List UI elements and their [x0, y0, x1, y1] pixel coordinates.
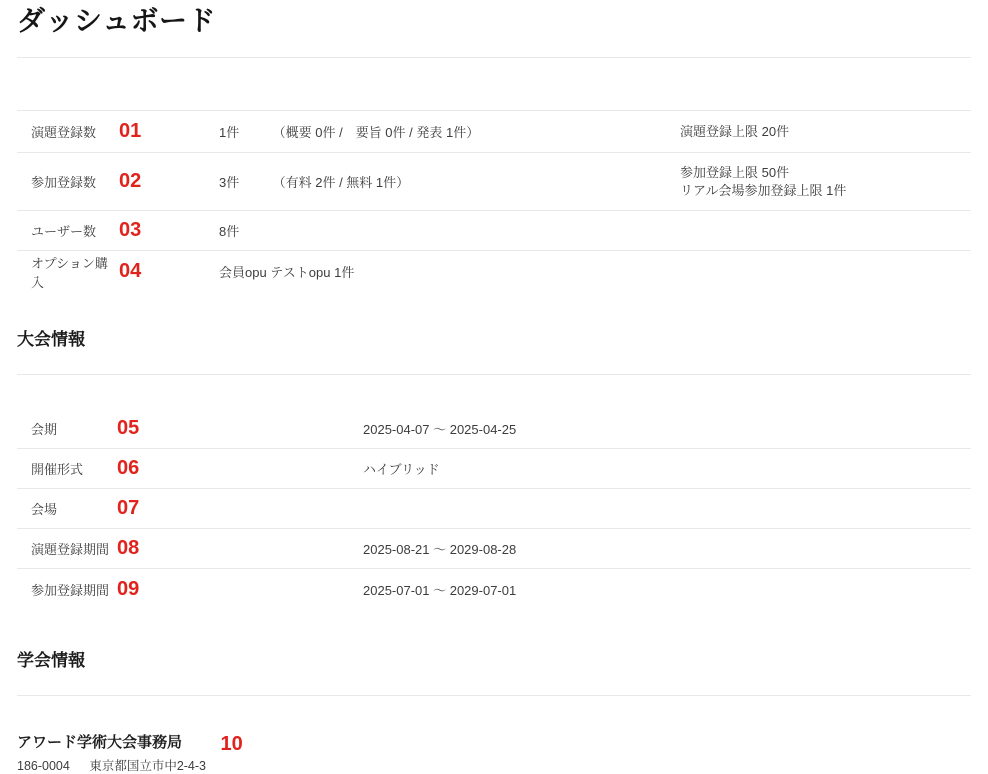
- mark-01: 01: [119, 120, 142, 142]
- mark-02: 02: [119, 170, 142, 192]
- mark-10: 10: [220, 733, 243, 755]
- conf-row-label-format[interactable]: 開催形式: [31, 462, 84, 477]
- conf-row-value: 2025-07-01 ～ 2029-07-01: [363, 582, 517, 598]
- table-row: [17, 489, 971, 529]
- mark-04: 04: [119, 260, 142, 282]
- conference-info-heading: 大会情報: [17, 330, 85, 349]
- table-row: [17, 251, 971, 292]
- stats-table: [17, 110, 971, 292]
- stats-count: 8件: [219, 224, 240, 239]
- stats-detail: （有料 2件 / 無料 1件）: [272, 175, 410, 190]
- conf-row-label-abstract-period[interactable]: 演題登録期間: [31, 542, 110, 557]
- title-divider: [17, 57, 971, 58]
- office-name[interactable]: アワード学術大会事務局: [17, 734, 183, 751]
- stats-count: 1件: [219, 125, 240, 140]
- stats-row-label-abstracts[interactable]: 演題登録数: [31, 125, 97, 140]
- stats-limit-line: リアル会場参加登録上限 1件: [680, 182, 847, 198]
- mark-07: 07: [117, 497, 140, 519]
- mark-06: 06: [117, 457, 140, 479]
- stats-row-label-participants[interactable]: 参加登録数: [31, 175, 97, 190]
- stats-row-value: [219, 122, 680, 141]
- table-row: [17, 529, 971, 569]
- stats-row-value: [219, 172, 680, 191]
- mark-05: 05: [117, 417, 140, 439]
- stats-count: 3件: [219, 175, 240, 190]
- conf-row-label-venue[interactable]: 会場: [31, 502, 58, 517]
- society-divider: [17, 695, 971, 696]
- table-row: [17, 449, 971, 489]
- stats-row-label-users[interactable]: ユーザー数: [31, 224, 97, 239]
- stats-limit: [680, 123, 971, 141]
- stats-row-value: [219, 221, 680, 240]
- conf-row-label-period[interactable]: 会期: [31, 422, 58, 437]
- stats-limit-line: 参加登録上限 50件: [680, 164, 790, 180]
- conference-divider: [17, 374, 971, 375]
- table-row: [17, 153, 971, 211]
- mark-09: 09: [117, 577, 140, 600]
- postal-code: 186-0004: [17, 759, 70, 773]
- table-row: [17, 409, 971, 449]
- conf-row-value: ハイブリッド: [363, 462, 440, 477]
- address-text: 東京都国立市中2-4-3: [89, 759, 206, 773]
- stats-row-label-options[interactable]: オプション購入: [31, 255, 108, 290]
- table-row: [17, 211, 971, 251]
- conf-row-label-registration-period[interactable]: 参加登録期間: [31, 582, 110, 598]
- page-title: ダッシュボード: [17, 5, 216, 36]
- stats-limit: [680, 164, 971, 200]
- conf-row-value: 2025-08-21 ～ 2029-08-28: [363, 542, 517, 557]
- office-block: [17, 730, 971, 774]
- stats-limit-line: 演題登録上限 20件: [680, 123, 790, 139]
- conference-info-table: [17, 409, 971, 609]
- stats-detail: （概要 0件 / 要旨 0件 / 発表 1件）: [272, 125, 480, 140]
- stats-row-value: [219, 262, 680, 281]
- conf-row-value: 2025-04-07 ～ 2025-04-25: [363, 422, 517, 437]
- society-info-heading: 学会情報: [17, 651, 85, 670]
- table-row: [17, 111, 971, 153]
- stats-count: 会員opu テストopu 1件: [219, 265, 355, 280]
- table-row: [17, 569, 971, 609]
- mark-08: 08: [117, 537, 140, 559]
- mark-03: 03: [119, 219, 142, 241]
